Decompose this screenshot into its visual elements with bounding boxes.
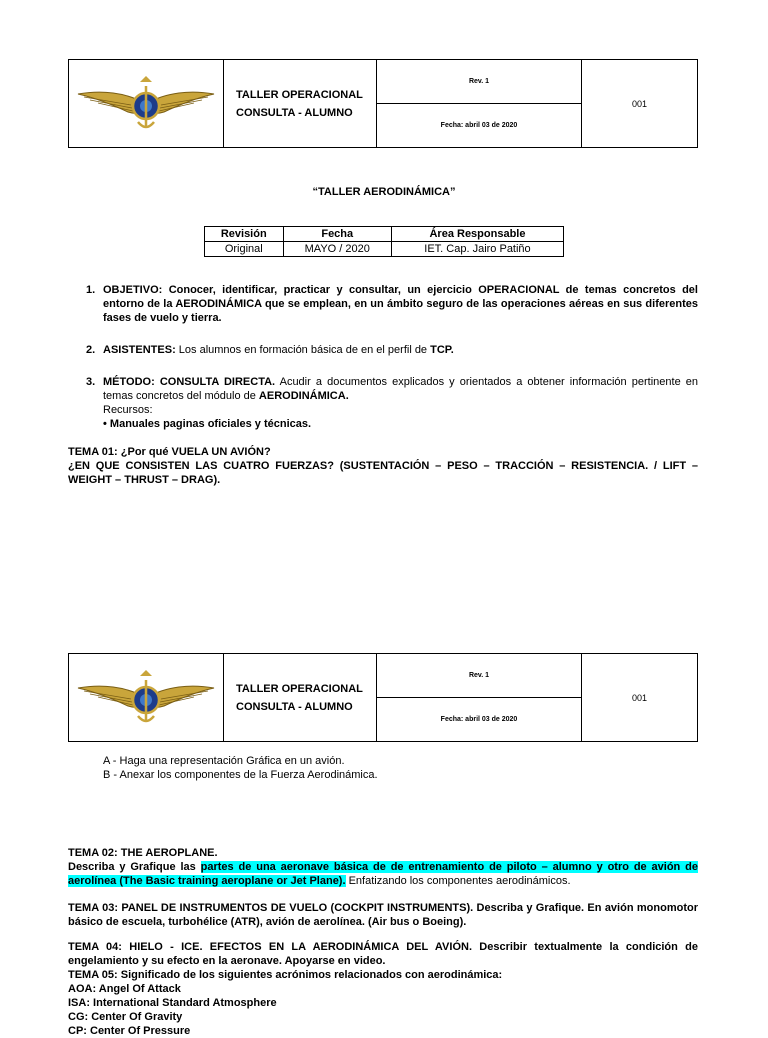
tema02-highlight: partes de una aeronave básica de de entrenamiento de piloto – alumno y otro de avión de aerolínea (The Basic training aeroplane or Jet Plane). (68, 861, 698, 887)
document-header (68, 59, 698, 148)
recursos-bullet: • Manuales paginas oficiales y técnicas. (103, 418, 312, 430)
logo-cell-2 (69, 654, 224, 742)
header-title-line2: CONSULTA - ALUMNO (236, 106, 353, 119)
metodo-label: MÉTODO: CONSULTA DIRECTA. (103, 376, 276, 388)
date-cell-2: Fecha: abril 03 de 2020 (377, 698, 582, 742)
metodo-aerodinamica: AERODINÁMICA. (258, 390, 349, 402)
asistentes-text: Los alumnos en formación básica de en el perfil de (175, 344, 431, 356)
header-title-line1: TALLER OPERACIONAL (236, 88, 363, 101)
wings-logo (69, 72, 223, 136)
logo-cell (69, 60, 224, 148)
rev-cell-2: Rev. 1 (377, 654, 582, 698)
subitem-a: A - Haga una representación Gráfica en un avión. (103, 755, 345, 767)
recursos-label: Recursos: (103, 404, 153, 416)
tema01-line1: TEMA 01: ¿Por qué VUELA UN AVIÓN? (68, 446, 271, 458)
tema05 (68, 968, 698, 1038)
item-objetivo: 1. OBJETIVO: Conocer, identificar, practicar y consultar, un ejercicio OPERACIONAL de temas concretos del entorno de la AERODINÁMICA que se emplean, en un ámbito seguro de las operaciones aéreas en sus diferentes fases de vuelo y tierra. (86, 284, 698, 324)
rev-header-fecha: Fecha (283, 227, 391, 242)
tema02-pre: Describa y Grafique las (68, 861, 201, 873)
header-title-line2-2: CONSULTA - ALUMNO (236, 700, 353, 713)
asistentes-tcp: TCP. (430, 344, 454, 356)
doc-code: 001 (582, 60, 698, 148)
acronym-cg: CG: Center Of Gravity (68, 1011, 183, 1023)
header-title-line1-2: TALLER OPERACIONAL (236, 682, 363, 695)
date-cell: Fecha: abril 03 de 2020 (377, 104, 582, 148)
objetivo-text: Conocer, identificar, practicar y consultar, un ejercicio OPERACIONAL de temas concretos del entorno de la AERODINÁMICA que se emplean, en un ámbito seguro de las operaciones aéreas en sus diferentes fases de vuelo y tierra. (103, 284, 698, 324)
rev-header-area: Área Responsable (391, 227, 563, 242)
acronym-isa: ISA: International Standard Atmosphere (68, 997, 277, 1009)
tema02-post: Enfatizando los componentes aerodinámicos. (345, 875, 571, 887)
rev-header-revision: Revisión (205, 227, 284, 242)
document-header-2 (68, 653, 698, 742)
wings-logo-2 (69, 666, 223, 730)
subitem-b: B - Anexar los componentes de la Fuerza Aerodinámica. (103, 769, 378, 781)
tema02 (68, 846, 698, 888)
asistentes-label: ASISTENTES: (103, 344, 176, 356)
tema01-line2: ¿EN QUE CONSISTEN LAS CUATRO FUERZAS? (SUSTENTACIÓN – PESO – TRACCIÓN – RESISTENCIA. / LIFT – WEIGHT – THRUST – DRAG). (68, 460, 698, 486)
tema02-title: TEMA 02: THE AEROPLANE. (68, 847, 218, 859)
metodo-text: Acudir a documentos explicados y orientados a obtener información pertinente en temas concretos del módulo de (103, 376, 699, 402)
tema04 (68, 940, 698, 968)
rev-cell: Rev. 1 (377, 60, 582, 104)
rev-cell-date: MAYO / 2020 (283, 242, 391, 257)
objetivo-label: OBJETIVO: (103, 284, 163, 296)
tema05-title: TEMA 05: Significado de los siguientes acrónimos relacionados con aerodinámica: (68, 969, 503, 981)
acronym-aoa: AOA: Angel Of Attack (68, 983, 181, 995)
item-metodo: 3. MÉTODO: CONSULTA DIRECTA. Acudir a documentos explicados y orientados a obtener información pertinente en temas concretos del módulo de AERODINÁMICA. Recursos: • Manuales paginas oficiales y técnicas. (86, 376, 699, 430)
acronym-cp: CP: Center Of Pressure (68, 1025, 191, 1037)
tema04-title: TEMA 04: HIELO - ICE. EFECTOS EN LA AERODINÁMICA DEL AVIÓN. (68, 941, 473, 953)
header-title-cell-2 (224, 654, 377, 742)
item-asistentes: 2. ASISTENTES: Los alumnos en formación básica de en el perfil de TCP. (86, 344, 454, 356)
rev-cell-original: Original (205, 242, 284, 257)
revision-table (204, 226, 564, 257)
tema01-subitems (103, 754, 698, 782)
rev-cell-responsible: IET. Cap. Jairo Patiño (391, 242, 563, 257)
objectives-list (68, 283, 698, 449)
document-title: “TALLER AERODINÁMICA” (312, 186, 456, 198)
tema01 (68, 445, 698, 487)
header-title-cell (224, 60, 377, 148)
tema03: TEMA 03: PANEL DE INSTRUMENTOS DE VUELO (COCKPIT INSTRUMENTS). Describa y Grafique. En avión monomotor básico de escuela, turbohélice (ATR), avión de aerolínea. (Air bus o Boeing). (68, 902, 698, 928)
tema04-text: Describir textualmente la condición de engelamiento y su efecto en la aeronave. Apoyarse en video. (68, 941, 698, 967)
doc-code-2: 001 (582, 654, 698, 742)
